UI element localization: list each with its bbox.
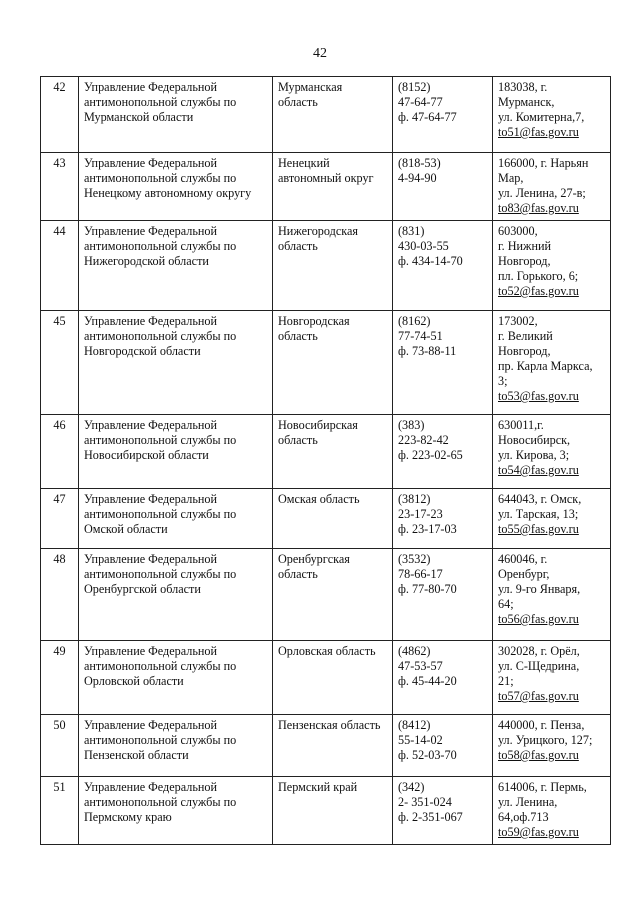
office-name-line: Пензенской области: [84, 748, 189, 762]
office-name-line: Омской области: [84, 522, 168, 536]
email-link[interactable]: to51@fas.gov.ru: [498, 125, 579, 139]
address-line: ул. Ленина,: [498, 795, 558, 809]
phone-line: 430-03-55: [398, 239, 449, 253]
office-name-line: Новгородской области: [84, 344, 201, 358]
row-number: 48: [41, 549, 79, 641]
phone-line: (8162): [398, 314, 431, 328]
phone-line: 47-53-57: [398, 659, 443, 673]
phone-line: ф. 73-88-11: [398, 344, 457, 358]
office-name-cell: [79, 777, 273, 845]
address-line: ул. 9-го Января,: [498, 582, 581, 596]
email-link[interactable]: to57@fas.gov.ru: [498, 689, 579, 703]
table-row: [41, 489, 611, 549]
address-cell: [493, 415, 611, 489]
phone-line: (831): [398, 224, 425, 238]
address-line: 64;: [498, 597, 514, 611]
address-line: 3;: [498, 374, 508, 388]
address-cell: [493, 311, 611, 415]
email-link[interactable]: to52@fas.gov.ru: [498, 284, 579, 298]
address-line: 183038, г.: [498, 80, 548, 94]
table-row: [41, 77, 611, 153]
email-link[interactable]: to83@fas.gov.ru: [498, 201, 579, 215]
region-cell: [273, 311, 393, 415]
phone-cell: [393, 77, 493, 153]
region-line: область: [278, 329, 318, 343]
phone-line: (8412): [398, 718, 431, 732]
office-name-cell: [79, 221, 273, 311]
phone-line: (342): [398, 780, 425, 794]
email-link[interactable]: to58@fas.gov.ru: [498, 748, 579, 762]
phone-cell: [393, 415, 493, 489]
phone-line: (818-53): [398, 156, 441, 170]
row-number: 50: [41, 715, 79, 777]
address-cell: [493, 153, 611, 221]
phone-line: 55-14-02: [398, 733, 443, 747]
address-line: ул. С-Щедрина,: [498, 659, 580, 673]
row-number: 43: [41, 153, 79, 221]
address-line: 166000, г. Нарьян: [498, 156, 589, 170]
region-cell: [273, 221, 393, 311]
office-name-line: Управление Федеральной: [84, 644, 218, 658]
phone-line: ф. 434-14-70: [398, 254, 463, 268]
office-name-line: антимонопольной службы по: [84, 171, 237, 185]
office-name-line: Мурманской области: [84, 110, 194, 124]
region-cell: [273, 77, 393, 153]
address-cell: [493, 221, 611, 311]
address-line: ул. Кирова, 3;: [498, 448, 570, 462]
region-line: область: [278, 95, 318, 109]
office-name-line: Управление Федеральной: [84, 552, 218, 566]
office-name-line: Орловской области: [84, 674, 184, 688]
phone-cell: [393, 549, 493, 641]
office-name-cell: [79, 153, 273, 221]
table-row: [41, 549, 611, 641]
office-name-line: Управление Федеральной: [84, 492, 218, 506]
address-cell: [493, 549, 611, 641]
fas-offices-table: [40, 76, 611, 845]
table-row: [41, 221, 611, 311]
address-line: пл. Горького, 6;: [498, 269, 579, 283]
region-cell: [273, 715, 393, 777]
office-name-line: антимонопольной службы по: [84, 329, 237, 343]
office-name-line: Управление Федеральной: [84, 224, 218, 238]
phone-line: 2- 351-024: [398, 795, 452, 809]
address-line: 630011,г.: [498, 418, 544, 432]
address-line: Мурманск,: [498, 95, 555, 109]
address-line: 614006, г. Пермь,: [498, 780, 587, 794]
phone-line: ф. 52-03-70: [398, 748, 457, 762]
region-line: Пензенская область: [278, 718, 381, 732]
office-name-cell: [79, 415, 273, 489]
region-cell: [273, 777, 393, 845]
address-line: пр. Карла Маркса,: [498, 359, 593, 373]
office-name-line: антимонопольной службы по: [84, 659, 237, 673]
office-name-line: Управление Федеральной: [84, 780, 218, 794]
phone-cell: [393, 777, 493, 845]
office-name-cell: [79, 549, 273, 641]
table-body: [41, 77, 611, 845]
table-row: [41, 777, 611, 845]
address-line: ул. Тарская, 13;: [498, 507, 579, 521]
office-name-cell: [79, 641, 273, 715]
table-row: [41, 641, 611, 715]
table-row: [41, 415, 611, 489]
page-number: 42: [313, 46, 327, 61]
row-number: 42: [41, 77, 79, 153]
office-name-line: Управление Федеральной: [84, 314, 218, 328]
phone-line: 78-66-17: [398, 567, 443, 581]
email-link[interactable]: to59@fas.gov.ru: [498, 825, 579, 839]
table-row: [41, 715, 611, 777]
region-line: Орловская область: [278, 644, 376, 658]
office-name-line: Управление Федеральной: [84, 418, 218, 432]
email-link[interactable]: to55@fas.gov.ru: [498, 522, 579, 536]
address-cell: [493, 641, 611, 715]
phone-line: ф. 223-02-65: [398, 448, 463, 462]
office-name-cell: [79, 311, 273, 415]
address-line: 173002,: [498, 314, 538, 328]
address-line: 644043, г. Омск,: [498, 492, 582, 506]
address-line: г. Великий: [498, 329, 553, 343]
region-cell: [273, 489, 393, 549]
office-name-line: антимонопольной службы по: [84, 95, 237, 109]
row-number: 44: [41, 221, 79, 311]
region-line: область: [278, 433, 318, 447]
phone-cell: [393, 221, 493, 311]
office-name-line: Оренбургской области: [84, 582, 201, 596]
address-line: Оренбург,: [498, 567, 550, 581]
address-line: 21;: [498, 674, 514, 688]
office-name-line: антимонопольной службы по: [84, 567, 237, 581]
address-line: г. Нижний: [498, 239, 552, 253]
phone-line: 77-74-51: [398, 329, 443, 343]
address-line: 460046, г.: [498, 552, 548, 566]
row-number: 47: [41, 489, 79, 549]
phone-line: 23-17-23: [398, 507, 443, 521]
phone-line: (3532): [398, 552, 431, 566]
region-line: Новгородская: [278, 314, 350, 328]
row-number: 46: [41, 415, 79, 489]
region-cell: [273, 153, 393, 221]
phone-line: 4-94-90: [398, 171, 437, 185]
address-line: ул. Комитерна,7,: [498, 110, 585, 124]
office-name-line: антимонопольной службы по: [84, 795, 237, 809]
phone-line: (8152): [398, 80, 431, 94]
region-line: Мурманская: [278, 80, 343, 94]
office-name-line: Ненецкому автономному округу: [84, 186, 252, 200]
row-number: 49: [41, 641, 79, 715]
office-name-line: антимонопольной службы по: [84, 239, 237, 253]
address-line: Мар,: [498, 171, 524, 185]
address-line: ул. Ленина, 27-в;: [498, 186, 586, 200]
region-cell: [273, 641, 393, 715]
email-link[interactable]: to56@fas.gov.ru: [498, 612, 579, 626]
phone-line: ф. 23-17-03: [398, 522, 457, 536]
phone-line: ф. 47-64-77: [398, 110, 457, 124]
email-link[interactable]: to53@fas.gov.ru: [498, 389, 579, 403]
office-name-line: антимонопольной службы по: [84, 507, 237, 521]
region-line: Ненецкий: [278, 156, 330, 170]
region-line: Омская область: [278, 492, 360, 506]
region-line: область: [278, 567, 318, 581]
address-line: Новгород,: [498, 254, 551, 268]
phone-cell: [393, 715, 493, 777]
phone-line: (383): [398, 418, 425, 432]
phone-line: ф. 2-351-067: [398, 810, 463, 824]
phone-line: (3812): [398, 492, 431, 506]
phone-line: (4862): [398, 644, 431, 658]
email-link[interactable]: to54@fas.gov.ru: [498, 463, 579, 477]
phone-cell: [393, 641, 493, 715]
row-number: 51: [41, 777, 79, 845]
phone-line: ф. 77-80-70: [398, 582, 457, 596]
address-line: ул. Урицкого, 127;: [498, 733, 593, 747]
region-line: Оренбургская: [278, 552, 350, 566]
address-cell: [493, 777, 611, 845]
office-name-line: Нижегородской области: [84, 254, 209, 268]
region-line: автономный округ: [278, 171, 374, 185]
phone-cell: [393, 311, 493, 415]
table-row: [41, 311, 611, 415]
address-cell: [493, 77, 611, 153]
office-name-line: антимонопольной службы по: [84, 433, 237, 447]
region-cell: [273, 415, 393, 489]
office-name-cell: [79, 77, 273, 153]
address-cell: [493, 489, 611, 549]
region-line: Пермский край: [278, 780, 358, 794]
address-line: Новосибирск,: [498, 433, 571, 447]
address-line: Новгород,: [498, 344, 551, 358]
address-line: 603000,: [498, 224, 538, 238]
address-line: 64,оф.713: [498, 810, 549, 824]
office-name-line: Новосибирской области: [84, 448, 209, 462]
office-name-cell: [79, 489, 273, 549]
office-name-line: Управление Федеральной: [84, 156, 218, 170]
region-line: Новосибирская: [278, 418, 358, 432]
phone-line: 223-82-42: [398, 433, 449, 447]
office-name-line: Пермскому краю: [84, 810, 172, 824]
region-line: Нижегородская: [278, 224, 358, 238]
phone-cell: [393, 489, 493, 549]
table-row: [41, 153, 611, 221]
address-cell: [493, 715, 611, 777]
address-line: 302028, г. Орёл,: [498, 644, 580, 658]
office-name-cell: [79, 715, 273, 777]
phone-cell: [393, 153, 493, 221]
phone-line: 47-64-77: [398, 95, 443, 109]
phone-line: ф. 45-44-20: [398, 674, 457, 688]
office-name-line: Управление Федеральной: [84, 718, 218, 732]
row-number: 45: [41, 311, 79, 415]
address-line: 440000, г. Пенза,: [498, 718, 585, 732]
office-name-line: Управление Федеральной: [84, 80, 218, 94]
region-line: область: [278, 239, 318, 253]
region-cell: [273, 549, 393, 641]
office-name-line: антимонопольной службы по: [84, 733, 237, 747]
